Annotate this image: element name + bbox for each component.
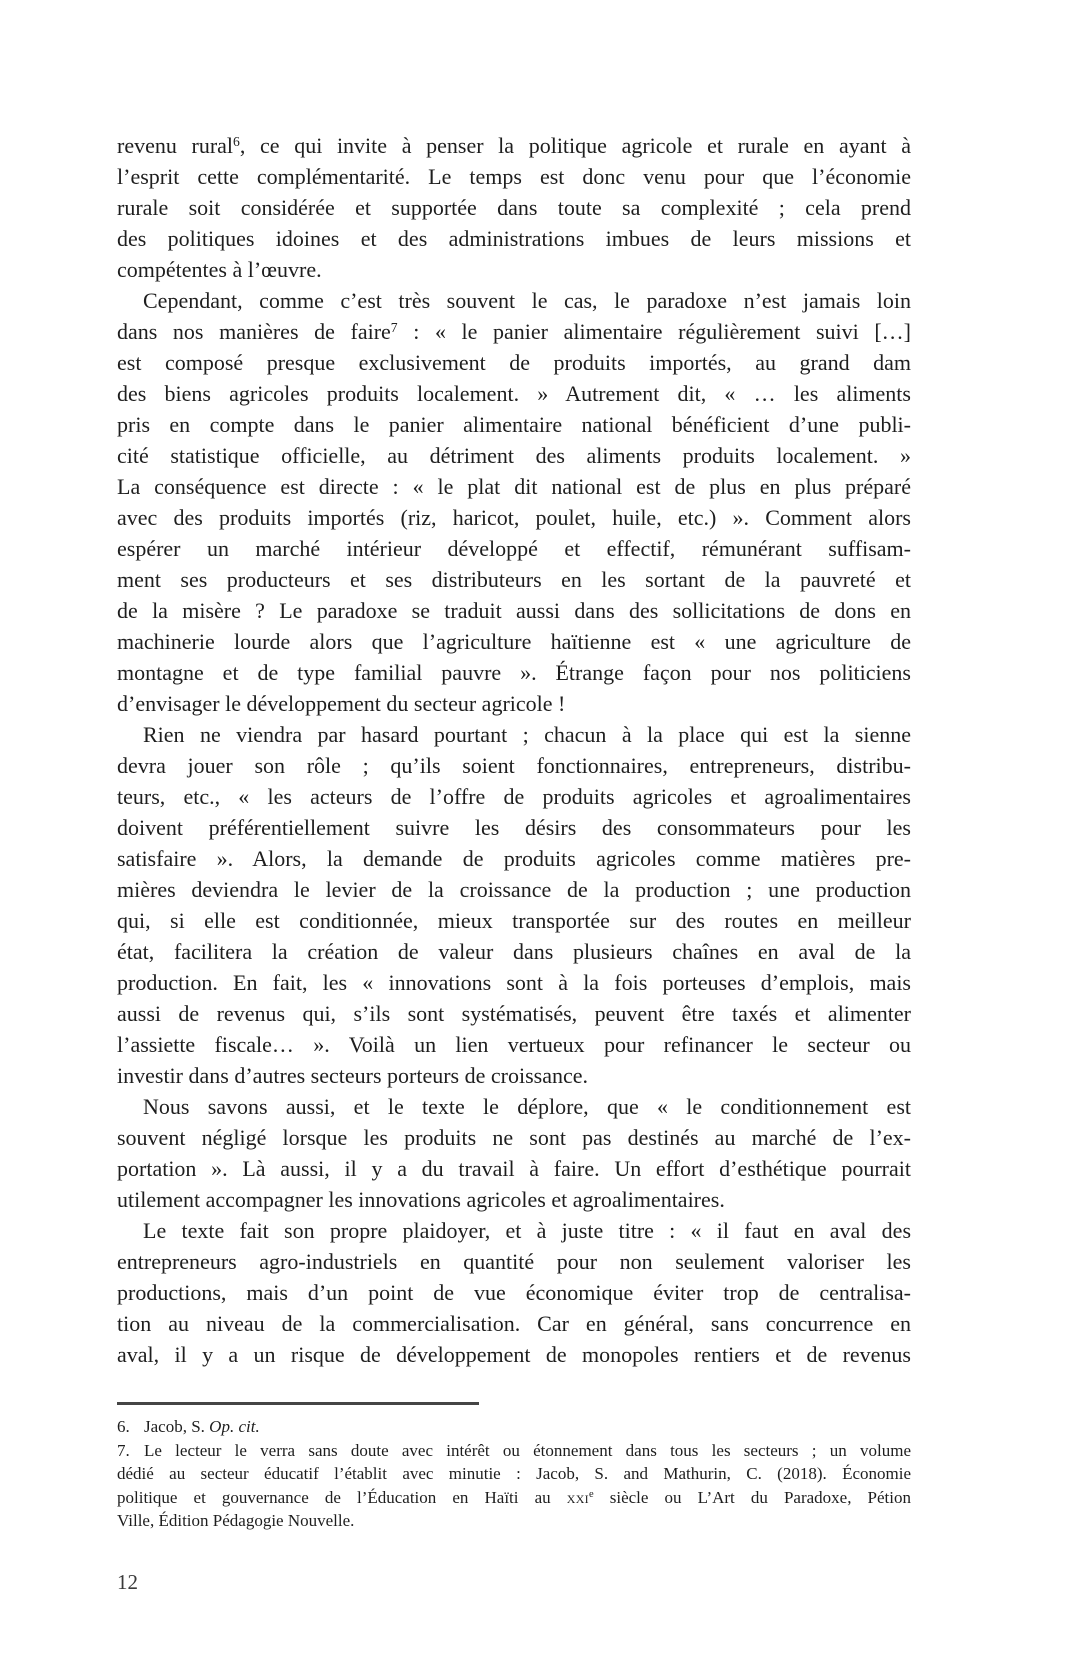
body-paragraph <box>117 1091 911 1215</box>
text-line: souvent négligé lorsque les produits ne sont pas destinés au marché de l’ex- <box>117 1125 911 1150</box>
text-segment: politique et gouvernance de l’Éducation en Haïti au <box>117 1487 567 1507</box>
text-line: investir dans d’autres secteurs porteurs de croissance. <box>117 1063 589 1088</box>
text-segment: dans nos manières de faire <box>117 319 391 344</box>
body-paragraph <box>117 285 911 719</box>
text-line: compétentes à l’œuvre. <box>117 257 322 282</box>
text-line: aussi de revenus qui, s’ils sont systématisés, peuvent être taxés et alimenter <box>117 1001 911 1026</box>
text-line: espérer un marché intérieur développé et effectif, rémunérant suffisam- <box>117 536 911 561</box>
footnotes <box>117 1415 911 1533</box>
text-line: montagne et de type familial pauvre ». Étrange façon pour nos politiciens <box>117 660 911 685</box>
text-line: Nous savons aussi, et le texte le déplore, que « le conditionnement est <box>143 1094 911 1119</box>
text-line: état, facilitera la création de valeur dans plusieurs chaînes en aval de la <box>117 939 911 964</box>
text-line: Rien ne viendra par hasard pourtant ; chacun à la place qui est la sienne <box>143 722 911 747</box>
body-paragraph <box>117 719 911 1091</box>
text-line: Le texte fait son propre plaidoyer, et à juste titre : « il faut en aval des <box>143 1218 911 1243</box>
footnote-line <box>117 1486 911 1510</box>
body-paragraph <box>117 1215 911 1370</box>
text-line <box>117 130 911 161</box>
text-line: Cependant, comme c’est très souvent le cas, le paradoxe n’est jamais loin <box>143 288 911 313</box>
footnote-line: Ville, Édition Pédagogie Nouvelle. <box>117 1511 355 1530</box>
footnote-ref: 7 <box>390 320 398 336</box>
text-line: avec des produits importés (riz, haricot, poulet, huile, etc.) ». Comment alors <box>117 505 911 530</box>
text-line: devra jouer son rôle ; qu’ils soient fonctionnaires, entrepreneurs, distribu- <box>117 753 911 778</box>
text-line: satisfaire ». Alors, la demande de produits agricoles comme matières pre- <box>117 846 911 871</box>
text-line: portation ». Là aussi, il y a du travail à faire. Un effort d’esthétique pourrait <box>117 1156 911 1181</box>
page-number: 12 <box>117 1570 138 1594</box>
text-segment: Jacob, S. <box>144 1417 210 1436</box>
text-line: qui, si elle est conditionnée, mieux transportée sur des routes en meilleur <box>117 908 911 933</box>
text-line: de la misère ? Le paradoxe se traduit aussi dans des sollicitations de dons en <box>117 598 911 623</box>
footnote <box>117 1415 911 1439</box>
text-line: teurs, etc., « les acteurs de l’offre de produits agricoles et agroalimentaires <box>117 784 911 809</box>
text-line: l’assiette fiscale… ». Voilà un lien vertueux pour refinancer le secteur ou <box>117 1032 911 1057</box>
text-line: entrepreneurs agro-industriels en quantité pour non seulement valoriser les <box>117 1249 911 1274</box>
text-line: production. En fait, les « innovations sont à la fois porteuses d’emplois, mais <box>117 970 911 995</box>
footnote <box>117 1439 911 1533</box>
text-line: utilement accompagner les innovations agricoles et agroalimentaires. <box>117 1187 725 1212</box>
text-line: aval, il y a un risque de développement de monopoles rentiers et de revenus <box>117 1342 911 1367</box>
text-line: rurale soit considérée et supportée dans toute sa complexité ; cela prend <box>117 195 911 220</box>
text-line: productions, mais d’un point de vue économique éviter trop de centralisa- <box>117 1280 911 1305</box>
text-line: pris en compte dans le panier alimentaire national bénéficient d’une publi- <box>117 412 911 437</box>
footnote-line <box>117 1415 911 1439</box>
text-line <box>117 316 911 347</box>
footnote-separator <box>117 1402 479 1405</box>
text-line: doivent préférentiellement suivre les désirs des consommateurs pour les <box>117 815 911 840</box>
text-line: des politiques idoines et des administrations imbues de leurs missions et <box>117 226 911 251</box>
footnote-ref: 6 <box>233 134 240 150</box>
text-segment: revenu rural <box>117 133 234 158</box>
footnote-ref: e <box>588 1489 594 1501</box>
footnote-number: 7. <box>117 1440 130 1460</box>
footnote-number: 6. <box>117 1417 130 1436</box>
text-line: est composé presque exclusivement de produits importés, au grand dam <box>117 350 911 375</box>
text-segment: , ce qui invite à penser la politique agricole et rurale en ayant à <box>239 133 912 158</box>
text-line: des biens agricoles produits localement. » Autrement dit, « … les aliments <box>117 381 911 406</box>
text-line: La conséquence est directe : « le plat dit national est de plus en plus préparé <box>117 474 911 499</box>
text-segment: Op. cit. <box>209 1417 260 1436</box>
text-segment: siècle ou L’Art du Paradoxe, Pétion <box>593 1487 912 1507</box>
text-line: machinerie lourde alors que l’agriculture haïtienne est « une agriculture de <box>117 629 911 654</box>
text-line: ment ses producteurs et ses distributeurs en les sortant de la pauvreté et <box>117 567 911 592</box>
text-line: cité statistique officielle, au détriment des aliments produits localement. » <box>117 443 911 468</box>
footnote-line: 7. Le lecteur le verra sans doute avec intérêt ou étonnement dans tous les secteurs ; un volume <box>117 1439 911 1463</box>
text-line: l’esprit cette complémentarité. Le temps est donc venu pour que l’économie <box>117 164 911 189</box>
text-line: tion au niveau de la commercialisation. Car en général, sans concurrence en <box>117 1311 911 1336</box>
body-paragraph <box>117 130 911 285</box>
text-segment: : « le panier alimentaire régulièrement suivi […] <box>397 319 911 344</box>
text-segment: xxi <box>566 1487 589 1507</box>
body-text <box>117 130 911 1370</box>
footnote-line: dédié au secteur éducatif l’établit avec minutie : Jacob, S. and Mathurin, C. (2018). Économie <box>117 1464 911 1483</box>
text-line: mières deviendra le levier de la croissance de la production ; une production <box>117 877 911 902</box>
text-line: d’envisager le développement du secteur agricole ! <box>117 691 566 716</box>
